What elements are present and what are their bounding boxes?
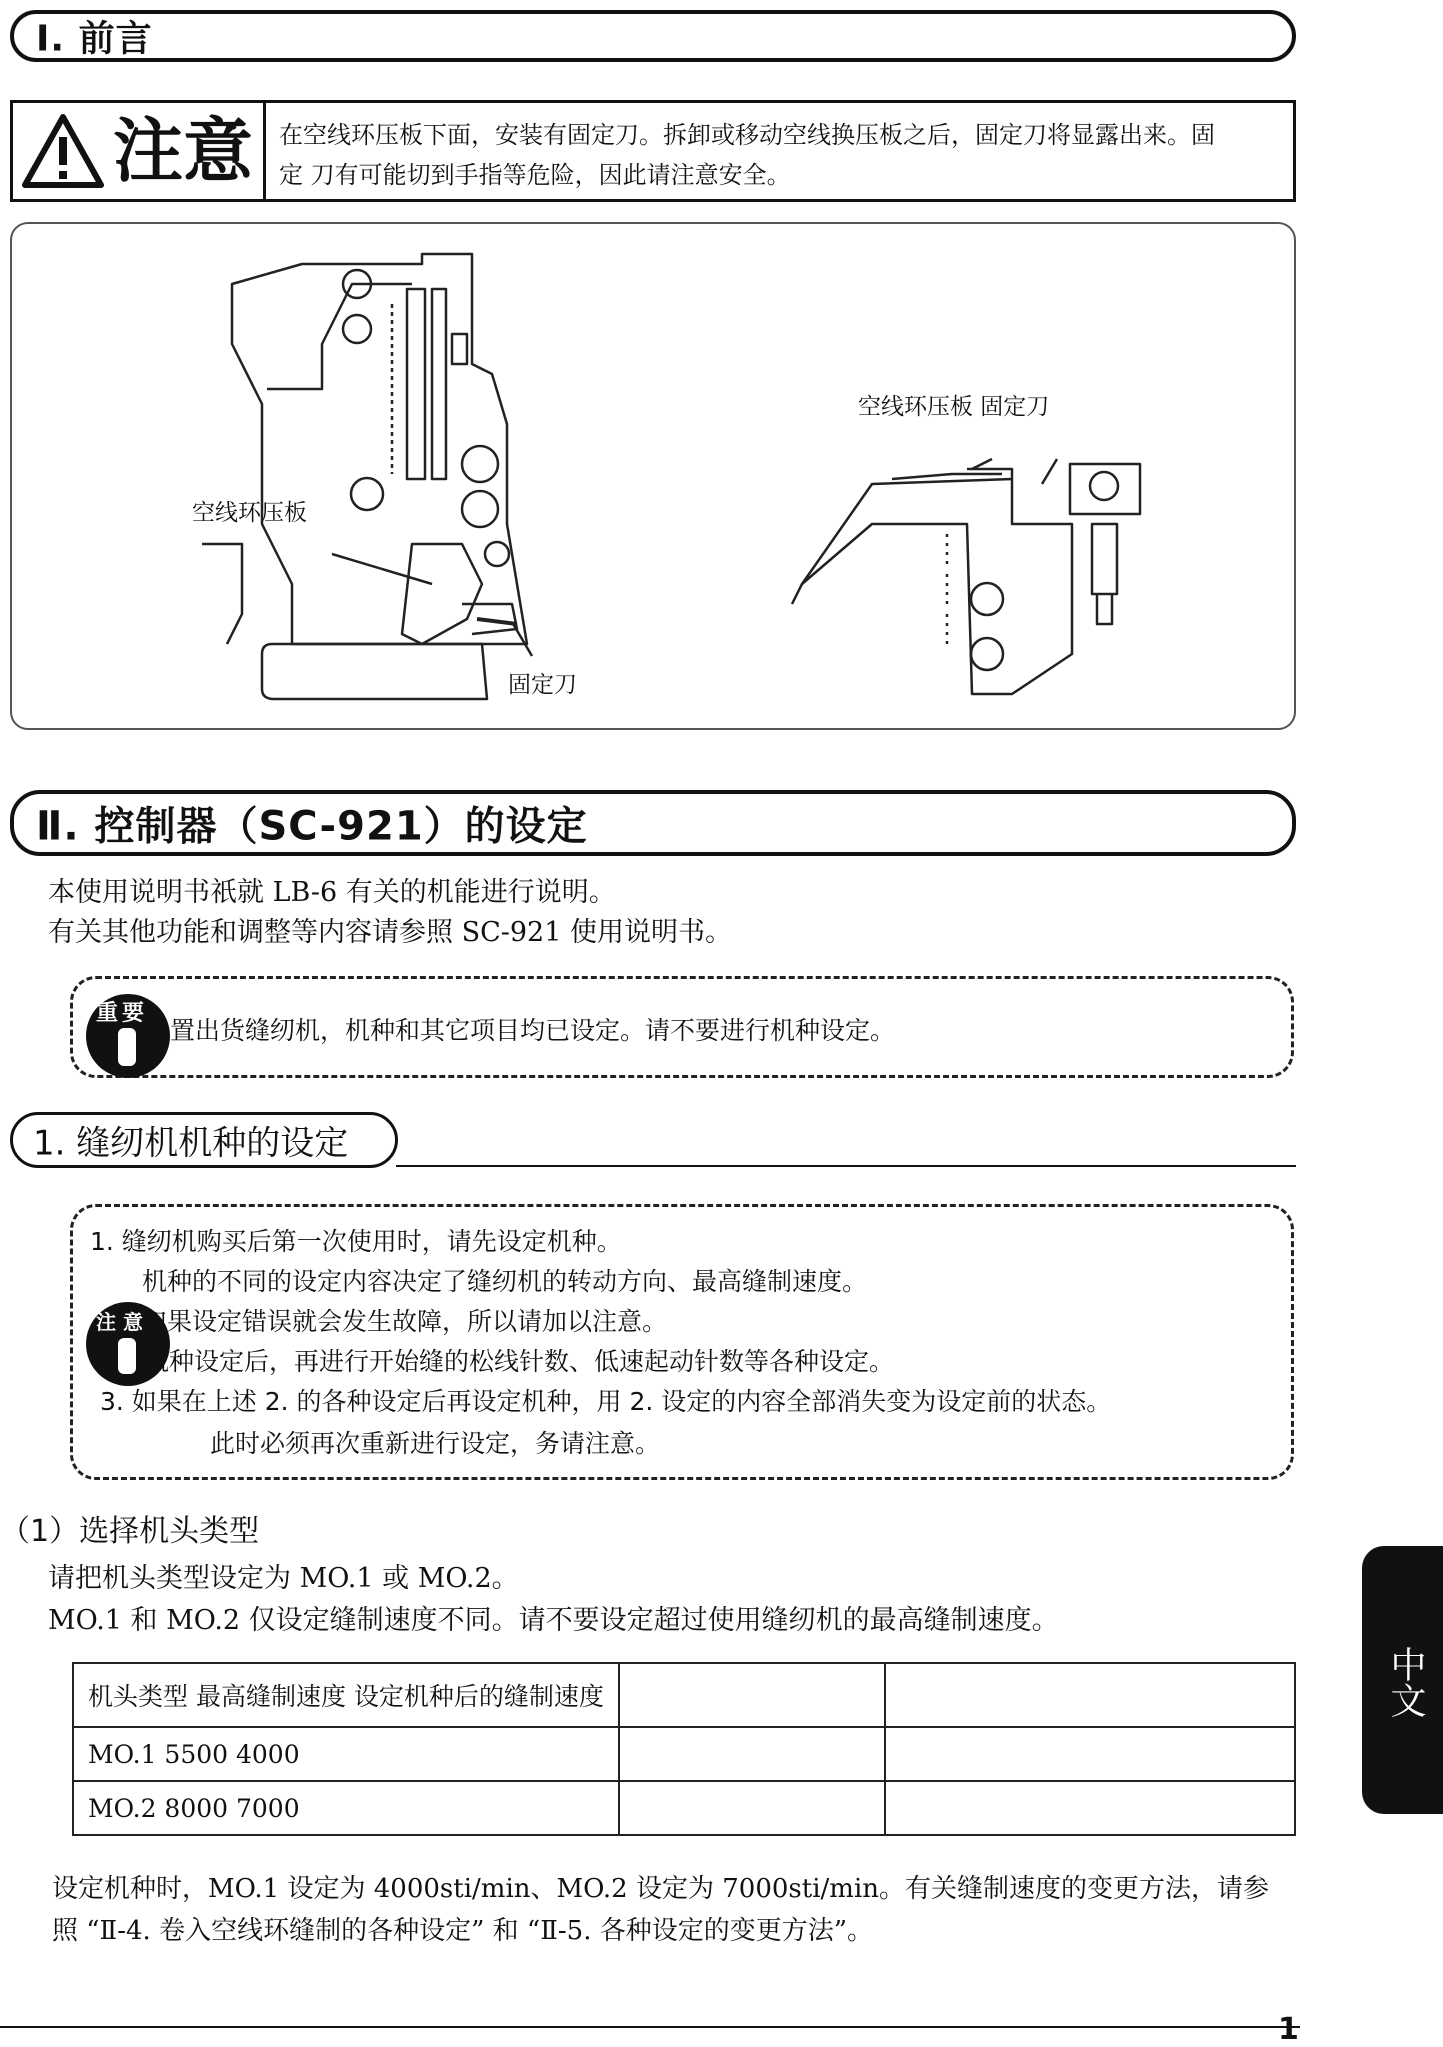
table-cell [885, 1781, 1295, 1835]
speed-note-line-1: 设定机种时，MO.1 设定为 4000sti/min、MO.2 设定为 7000sti/min。有关缝制速度的变更方法，请参 [52, 1874, 1269, 1904]
table-row [73, 1781, 1295, 1835]
table-cell [619, 1781, 885, 1835]
subsection-heading-model: 1. 缝纫机机种的设定 [33, 1123, 349, 1164]
model-caution-line-6: 此时必须再次重新进行设定，务请注意。 [210, 1429, 661, 1458]
page-number: 1 [1278, 2012, 1299, 2047]
intro-line-2: 有关其他功能和调整等内容请参照 SC-921 使用说明书。 [48, 917, 732, 948]
language-side-tab [1362, 1546, 1443, 1814]
section-header-controller [10, 790, 1296, 856]
figure-label-plate-left: 空线环压板 [192, 500, 307, 526]
mechanism-illustration [12, 224, 1294, 728]
step1-line-2: MO.1 和 MO.2 仅设定缝制速度不同。请不要设定超过使用缝纫机的最高缝制速度。 [48, 1605, 1059, 1636]
table-cell [885, 1663, 1295, 1727]
important-icon-text: 重要 [96, 1001, 149, 1026]
step1-line-1: 请把机头类型设定为 MO.1 或 MO.2。 [48, 1563, 519, 1594]
table-cell [885, 1727, 1295, 1781]
important-text: 置出货缝纫机，机种和其它项目均已设定。请不要进行机种设定。 [170, 1016, 896, 1045]
model-caution-line-1: 1. 缝纫机购买后第一次使用时，请先设定机种。 [90, 1227, 622, 1256]
figure-label-blade-left: 固定刀 [508, 672, 577, 698]
caution-box [10, 100, 1296, 202]
model-caution-num-2: 2. [96, 1342, 120, 1371]
warning-triangle-icon [21, 113, 105, 189]
head-type-table [72, 1662, 1296, 1836]
table-header-cell: 机头类型 最高缝制速度 设定机种后的缝制速度 [73, 1663, 619, 1727]
caution-text-line2: 定 刀有可能切到手指等危险，因此请注意安全。 [279, 161, 791, 189]
language-tab-label: 中文 [1385, 1646, 1426, 1718]
footer-rule [0, 2026, 1300, 2028]
table-row-mo1: MO.1 5500 4000 [73, 1727, 619, 1781]
caution-label: 注意 [113, 110, 253, 192]
model-caution-line-5: 3. 如果在上述 2. 的各种设定后再设定机种，用 2. 设定的内容全部消失变为设定前的状态。 [100, 1387, 1112, 1416]
model-caution-line-4: 机种设定后，再进行开始缝的松线针数、低速起动针数等各种设定。 [144, 1347, 895, 1376]
speed-note-line-2: 照 “Ⅱ-4. 卷入空线环缝制的各种设定” 和 “Ⅱ-5. 各种设定的变更方法”。 [52, 1916, 874, 1946]
subsection-header-model [10, 1112, 398, 1168]
figure-label-right: 空线环压板 固定刀 [858, 394, 1050, 420]
model-caution-line-3: 如果设定错误就会发生故障，所以请加以注意。 [142, 1307, 668, 1336]
intro-line-1: 本使用说明书祇就 LB-6 有关的机能进行说明。 [48, 877, 616, 908]
section-heading-controller: Ⅱ. 控制器（SC-921）的设定 [36, 803, 588, 850]
table-cell [619, 1663, 885, 1727]
table-header-row [73, 1663, 1295, 1727]
caution-icon-text: 注 意 [96, 1310, 143, 1334]
table-row-mo2: MO.2 8000 7000 [73, 1781, 619, 1835]
important-hand-icon [86, 994, 170, 1078]
step1-heading: （1）选择机头类型 [0, 1514, 260, 1549]
figure-box [10, 222, 1296, 730]
subsection-underline [396, 1165, 1296, 1167]
table-cell [619, 1727, 885, 1781]
table-row [73, 1727, 1295, 1781]
caution-label-cell [13, 103, 266, 199]
section-header-preface [10, 10, 1296, 62]
caution-text-line1: 在空线环压板下面，安装有固定刀。拆卸或移动空线换压板之后，固定刀将显露出来。固 [279, 121, 1215, 149]
section-heading-preface: Ⅰ. 前言 [36, 18, 153, 60]
model-caution-line-2: 机种的不同的设定内容决定了缝纫机的转动方向、最高缝制速度。 [142, 1267, 868, 1296]
